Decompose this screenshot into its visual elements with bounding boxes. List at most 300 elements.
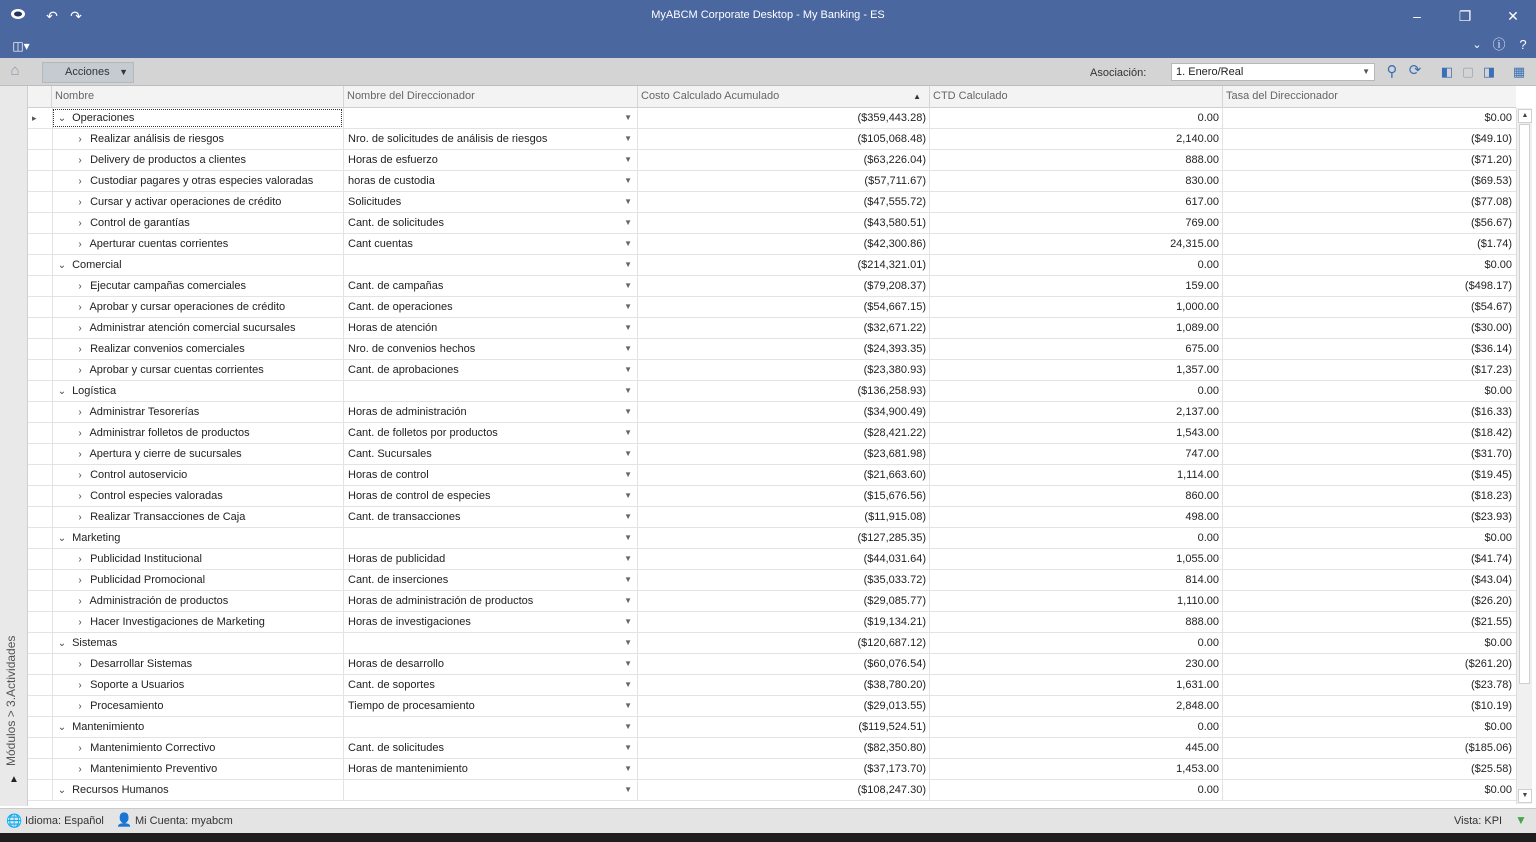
driver-text: horas de custodia	[348, 175, 435, 187]
name-cell[interactable]	[52, 255, 343, 275]
rate-cell: $0.00	[1222, 780, 1516, 800]
rate-cell: $0.00	[1222, 255, 1516, 275]
table-row[interactable]	[28, 570, 1516, 591]
globe-icon: 🌐	[6, 813, 23, 828]
select-caret-icon: ▼	[1362, 67, 1370, 76]
driver-cell[interactable]	[343, 381, 637, 401]
name-cell[interactable]	[52, 717, 343, 737]
expand-chevron-icon[interactable]: ›	[78, 491, 82, 502]
menu-bar	[0, 33, 1536, 58]
name-cell[interactable]	[52, 360, 343, 380]
cost-cell: ($21,663.60)	[637, 465, 929, 485]
rate-cell: ($23.93)	[1222, 507, 1516, 527]
table-row[interactable]	[28, 549, 1516, 570]
dropdown-caret-icon[interactable]: ▼	[624, 638, 632, 647]
cost-cell: ($32,671.22)	[637, 318, 929, 338]
driver-text: Horas de esfuerzo	[348, 154, 438, 166]
table-row[interactable]	[28, 465, 1516, 486]
name-cell[interactable]	[52, 339, 343, 359]
name-cell[interactable]	[52, 486, 343, 506]
name-cell[interactable]	[52, 549, 343, 569]
name-cell[interactable]	[52, 675, 343, 695]
ctd-cell: 2,137.00	[929, 402, 1222, 422]
table-row[interactable]	[28, 612, 1516, 633]
scroll-down-icon[interactable]: ▼	[1518, 789, 1532, 803]
ctd-cell: 769.00	[929, 213, 1222, 233]
rate-cell: ($77.08)	[1222, 192, 1516, 212]
expand-chevron-icon[interactable]: ›	[78, 554, 82, 565]
name-text: Administración de productos	[89, 595, 229, 607]
driver-cell[interactable]	[343, 171, 637, 191]
dropdown-caret-icon[interactable]: ▼	[624, 344, 632, 353]
dropdown-caret-icon[interactable]: ▼	[624, 176, 632, 185]
table-row[interactable]	[28, 213, 1516, 234]
driver-text: Nro. de solicitudes de análisis de riesgos	[348, 133, 548, 145]
driver-text: Horas de administración	[348, 406, 467, 418]
minimize-icon[interactable]: –	[1413, 8, 1421, 24]
name-cell[interactable]	[52, 444, 343, 464]
name-text: Logística	[72, 385, 117, 397]
cost-cell: ($127,285.35)	[637, 528, 929, 548]
driver-cell[interactable]	[343, 129, 637, 149]
col-header-name[interactable]: Nombre	[51, 86, 343, 108]
name-cell[interactable]	[52, 234, 343, 254]
cost-cell: ($35,033.72)	[637, 570, 929, 590]
driver-cell[interactable]	[343, 192, 637, 212]
name-text: Comercial	[72, 259, 122, 271]
table-row[interactable]	[28, 738, 1516, 759]
panel-toggle-icon[interactable]: ◫▾	[12, 39, 30, 53]
name-cell[interactable]	[52, 528, 343, 548]
ctd-cell: 0.00	[929, 255, 1222, 275]
dropdown-caret-icon[interactable]: ▼	[624, 722, 632, 731]
driver-cell[interactable]	[343, 276, 637, 296]
rate-cell: ($43.04)	[1222, 570, 1516, 590]
name-cell[interactable]	[52, 108, 343, 128]
home-icon[interactable]: ⌂	[10, 62, 20, 79]
name-cell[interactable]	[52, 297, 343, 317]
name-cell[interactable]	[52, 654, 343, 674]
filter-icon[interactable]: ▼	[1515, 813, 1527, 827]
table-row[interactable]	[28, 759, 1516, 780]
cost-cell: ($105,068.48)	[637, 129, 929, 149]
dropdown-caret-icon[interactable]: ▼	[624, 260, 632, 269]
cost-cell: ($120,687.12)	[637, 633, 929, 653]
rate-cell: ($261.20)	[1222, 654, 1516, 674]
table-row[interactable]	[28, 444, 1516, 465]
dropdown-caret-icon[interactable]: ▼	[624, 554, 632, 563]
driver-cell[interactable]	[343, 213, 637, 233]
rate-cell: ($31.70)	[1222, 444, 1516, 464]
expand-chevron-icon[interactable]: ›	[78, 323, 82, 334]
col-header-driver[interactable]: Nombre del Direccionador	[343, 86, 637, 108]
name-cell[interactable]	[52, 150, 343, 170]
driver-text: Cant. de aprobaciones	[348, 364, 459, 376]
expand-chevron-icon[interactable]: ›	[78, 596, 82, 607]
name-text: Apertura y cierre de sucursales	[89, 448, 242, 460]
os-taskbar	[0, 833, 1536, 842]
expand-chevron-icon[interactable]: ›	[78, 764, 82, 775]
dropdown-caret-icon[interactable]: ▼	[624, 218, 632, 227]
driver-cell[interactable]	[343, 549, 637, 569]
dropdown-caret-icon[interactable]: ▼	[624, 680, 632, 689]
name-text: Mantenimiento Preventivo	[90, 763, 218, 775]
association-select[interactable]	[1171, 63, 1375, 81]
cost-cell: ($42,300.86)	[637, 234, 929, 254]
name-text: Publicidad Institucional	[90, 553, 202, 565]
collapse-chevron-icon[interactable]: ⌄	[57, 722, 67, 733]
table-row[interactable]	[28, 297, 1516, 318]
driver-cell[interactable]	[343, 360, 637, 380]
sort-ascending-icon: ▲	[913, 92, 921, 101]
dropdown-caret-icon[interactable]: ▼	[624, 113, 632, 122]
expand-chevron-icon[interactable]: ›	[78, 617, 82, 628]
expand-chevron-icon[interactable]: ›	[78, 365, 82, 376]
layout-full-icon[interactable]: ▢	[1461, 64, 1475, 79]
layout-split-left-icon[interactable]: ◧	[1440, 64, 1454, 79]
name-cell[interactable]	[52, 423, 343, 443]
driver-cell[interactable]	[343, 612, 637, 632]
driver-cell[interactable]	[343, 297, 637, 317]
panel-expand-icon[interactable]: ▲	[9, 774, 19, 785]
vertical-scrollbar[interactable]	[1516, 108, 1532, 804]
name-text: Desarrollar Sistemas	[90, 658, 193, 670]
expand-chevron-icon[interactable]: ›	[78, 743, 82, 754]
rate-cell: ($30.00)	[1222, 318, 1516, 338]
driver-text: Horas de control	[348, 469, 429, 481]
actions-label: Acciones	[65, 66, 110, 78]
close-icon[interactable]: ✕	[1507, 8, 1519, 24]
cost-cell: ($136,258.93)	[637, 381, 929, 401]
name-cell[interactable]	[52, 591, 343, 611]
group-row[interactable]	[28, 255, 1516, 276]
name-cell[interactable]	[52, 129, 343, 149]
rate-cell: ($498.17)	[1222, 276, 1516, 296]
table-row[interactable]	[28, 591, 1516, 612]
collapse-chevron-icon[interactable]: ⌄	[57, 638, 67, 649]
driver-cell[interactable]	[343, 465, 637, 485]
expand-chevron-icon[interactable]: ›	[78, 575, 82, 586]
col-header-cost-label: Costo Calculado Acumulado	[641, 90, 780, 102]
rate-cell: $0.00	[1222, 381, 1516, 401]
collapse-chevron-icon[interactable]: ⌄	[57, 113, 67, 124]
driver-text: Cant cuentas	[348, 238, 413, 250]
driver-cell[interactable]	[343, 759, 637, 779]
table-row[interactable]	[28, 150, 1516, 171]
dropdown-caret-icon[interactable]: ▼	[624, 596, 632, 605]
driver-cell[interactable]	[343, 486, 637, 506]
help-icon[interactable]: ?	[1519, 37, 1527, 52]
dropdown-caret-icon[interactable]: ▼	[624, 785, 632, 794]
cost-cell: ($29,013.55)	[637, 696, 929, 716]
name-text: Custodiar pagares y otras especies valoradas	[90, 175, 314, 187]
table-row[interactable]	[28, 192, 1516, 213]
cost-cell: ($24,393.35)	[637, 339, 929, 359]
expand-chevron-icon[interactable]: ›	[78, 407, 82, 418]
name-cell[interactable]	[52, 780, 343, 800]
name-cell[interactable]	[52, 612, 343, 632]
expand-chevron-icon[interactable]: ›	[78, 428, 82, 439]
rate-cell: ($185.06)	[1222, 738, 1516, 758]
dropdown-caret-icon[interactable]: ▼	[624, 533, 632, 542]
language-status[interactable]: Idioma: Español	[25, 815, 104, 827]
cost-cell: ($214,321.01)	[637, 255, 929, 275]
redo-icon[interactable]: ↷	[70, 8, 82, 24]
table-row[interactable]	[28, 339, 1516, 360]
cost-cell: ($82,350.80)	[637, 738, 929, 758]
restore-icon[interactable]: ❐	[1458, 8, 1472, 24]
driver-text: Horas de control de especies	[348, 490, 491, 502]
expand-chevron-icon[interactable]: ›	[78, 470, 82, 481]
group-row[interactable]	[28, 381, 1516, 402]
dropdown-caret-icon[interactable]: ▼	[624, 617, 632, 626]
table-row[interactable]	[28, 402, 1516, 423]
expand-chevron-icon[interactable]: ›	[78, 344, 82, 355]
name-cell[interactable]	[52, 759, 343, 779]
table-row[interactable]	[28, 234, 1516, 255]
group-row[interactable]	[28, 528, 1516, 549]
ctd-cell: 2,848.00	[929, 696, 1222, 716]
table-row[interactable]	[28, 318, 1516, 339]
expand-chevron-icon[interactable]: ›	[78, 449, 82, 460]
dropdown-caret-icon[interactable]: ▼	[624, 701, 632, 710]
col-header-cost[interactable]	[637, 86, 929, 108]
name-cell[interactable]	[52, 318, 343, 338]
dropdown-caret-icon[interactable]: ▼	[624, 155, 632, 164]
name-text: Cursar y activar operaciones de crédito	[90, 196, 282, 208]
account-status[interactable]: Mi Cuenta: myabcm	[135, 815, 233, 827]
name-cell[interactable]	[52, 570, 343, 590]
cost-cell: ($63,226.04)	[637, 150, 929, 170]
undo-icon[interactable]: ↶	[46, 8, 58, 24]
driver-text: Horas de administración de productos	[348, 595, 534, 607]
name-text: Operaciones	[72, 112, 135, 124]
table-row[interactable]	[28, 654, 1516, 675]
driver-cell[interactable]	[343, 780, 637, 800]
cost-cell: ($119,524.51)	[637, 717, 929, 737]
name-text: Realizar análisis de riesgos	[90, 133, 224, 145]
grid-view-icon[interactable]: ▦	[1512, 64, 1526, 79]
rate-cell: ($1.74)	[1222, 234, 1516, 254]
expand-chevron-icon[interactable]: ›	[78, 239, 82, 250]
name-cell[interactable]	[52, 465, 343, 485]
table-row[interactable]	[28, 486, 1516, 507]
collapse-chevron-icon[interactable]: ⌄	[57, 260, 67, 271]
refresh-icon[interactable]: ⟳	[1408, 62, 1422, 79]
driver-cell[interactable]	[343, 108, 637, 128]
col-header-rate[interactable]: Tasa del Direccionador	[1222, 86, 1516, 108]
expand-chevron-icon[interactable]: ›	[78, 701, 82, 712]
ctd-cell: 1,089.00	[929, 318, 1222, 338]
expand-chevron-icon[interactable]: ›	[78, 134, 82, 145]
modules-side-panel[interactable]	[0, 86, 28, 806]
ctd-cell: 0.00	[929, 633, 1222, 653]
collapse-chevron-icon[interactable]: ⌄	[57, 386, 67, 397]
current-row-indicator-icon: ▸	[32, 113, 37, 123]
expand-chevron-icon[interactable]: ›	[78, 281, 82, 292]
ctd-cell: 0.00	[929, 381, 1222, 401]
ctd-cell: 498.00	[929, 507, 1222, 527]
name-text: Ejecutar campañas comerciales	[90, 280, 246, 292]
driver-text: Cant. de solicitudes	[348, 217, 444, 229]
ctd-cell: 0.00	[929, 780, 1222, 800]
dropdown-caret-icon[interactable]: ▼	[624, 449, 632, 458]
driver-text: Solicitudes	[348, 196, 402, 208]
expand-chevron-icon[interactable]: ›	[78, 680, 82, 691]
view-status[interactable]: Vista: KPI	[1454, 815, 1503, 827]
scroll-up-icon[interactable]: ▲	[1518, 109, 1532, 123]
dropdown-caret-icon[interactable]: ▼	[624, 743, 632, 752]
dropdown-caret-icon[interactable]: ▼	[624, 428, 632, 437]
group-row[interactable]	[28, 633, 1516, 654]
driver-cell[interactable]	[343, 402, 637, 422]
expand-chevron-icon[interactable]: ›	[78, 197, 82, 208]
driver-cell[interactable]	[343, 339, 637, 359]
driver-text: Cant. de folletos por productos	[348, 427, 498, 439]
driver-cell[interactable]	[343, 444, 637, 464]
activities-grid	[28, 86, 1516, 804]
cost-cell: ($359,443.28)	[637, 108, 929, 128]
driver-cell[interactable]	[343, 717, 637, 737]
driver-text: Horas de publicidad	[348, 553, 446, 565]
group-row[interactable]	[28, 780, 1516, 801]
name-cell[interactable]	[52, 633, 343, 653]
group-row[interactable]	[28, 717, 1516, 738]
cost-cell: ($79,208.37)	[637, 276, 929, 296]
collapse-chevron-icon[interactable]: ⌄	[57, 785, 67, 796]
cost-cell: ($23,380.93)	[637, 360, 929, 380]
name-cell[interactable]	[52, 171, 343, 191]
driver-cell[interactable]	[343, 738, 637, 758]
info-icon[interactable]: ⓘ	[1492, 37, 1506, 52]
name-cell[interactable]	[52, 402, 343, 422]
dropdown-caret-icon[interactable]: ▼	[624, 197, 632, 206]
driver-cell[interactable]	[343, 696, 637, 716]
group-row[interactable]	[28, 108, 1516, 129]
driver-cell[interactable]	[343, 255, 637, 275]
association-label: Asociación:	[1090, 67, 1147, 79]
dropdown-caret-icon[interactable]: ▼	[624, 323, 632, 332]
name-cell[interactable]	[52, 381, 343, 401]
ctd-cell: 0.00	[929, 528, 1222, 548]
name-text: Soporte a Usuarios	[90, 679, 185, 691]
cost-cell: ($108,247.30)	[637, 780, 929, 800]
name-cell[interactable]	[52, 192, 343, 212]
driver-cell[interactable]	[343, 675, 637, 695]
chevron-down-icon[interactable]: ⌄	[1472, 39, 1482, 51]
name-text: Administrar Tesorerías	[89, 406, 200, 418]
rate-cell: $0.00	[1222, 717, 1516, 737]
layout-split-right-icon[interactable]: ◨	[1482, 64, 1496, 79]
driver-cell[interactable]	[343, 591, 637, 611]
collapse-chevron-icon[interactable]: ⌄	[57, 533, 67, 544]
search-icon[interactable]: ⚲	[1386, 63, 1398, 80]
rate-cell: ($21.55)	[1222, 612, 1516, 632]
driver-cell[interactable]	[343, 570, 637, 590]
actions-dropdown[interactable]	[42, 62, 134, 83]
driver-cell[interactable]	[343, 507, 637, 527]
expand-chevron-icon[interactable]: ›	[78, 176, 82, 187]
modules-breadcrumb[interactable]: Módulos > 3.Actividades	[4, 635, 18, 766]
grid-body	[28, 108, 1516, 801]
name-cell[interactable]	[52, 507, 343, 527]
table-row[interactable]	[28, 675, 1516, 696]
dropdown-caret-icon[interactable]: ▼	[624, 239, 632, 248]
driver-cell[interactable]	[343, 318, 637, 338]
name-cell[interactable]	[52, 738, 343, 758]
rate-cell: ($17.23)	[1222, 360, 1516, 380]
dropdown-caret-icon[interactable]: ▼	[624, 134, 632, 143]
rate-cell: ($23.78)	[1222, 675, 1516, 695]
table-row[interactable]	[28, 360, 1516, 381]
scroll-thumb[interactable]	[1519, 124, 1530, 684]
dropdown-caret-icon[interactable]: ▼	[624, 281, 632, 290]
driver-cell[interactable]	[343, 654, 637, 674]
dropdown-caret-icon[interactable]: ▼	[624, 659, 632, 668]
cost-cell: ($28,421.22)	[637, 423, 929, 443]
name-text: Administrar atención comercial sucursales	[89, 322, 296, 334]
driver-cell[interactable]	[343, 528, 637, 548]
dropdown-caret-icon[interactable]: ▼	[624, 491, 632, 500]
name-text: Aprobar y cursar operaciones de crédito	[89, 301, 286, 313]
dropdown-caret-icon[interactable]: ▼	[624, 512, 632, 521]
driver-cell[interactable]	[343, 633, 637, 653]
ctd-cell: 814.00	[929, 570, 1222, 590]
dropdown-caret-icon[interactable]: ▼	[624, 302, 632, 311]
expand-chevron-icon[interactable]: ›	[78, 302, 82, 313]
name-text: Marketing	[72, 532, 121, 544]
name-text: Publicidad Promocional	[90, 574, 206, 586]
cost-cell: ($54,667.15)	[637, 297, 929, 317]
col-header-ctd[interactable]: CTD Calculado	[929, 86, 1222, 108]
table-row[interactable]	[28, 129, 1516, 150]
table-row[interactable]	[28, 696, 1516, 717]
name-cell[interactable]	[52, 213, 343, 233]
driver-cell[interactable]	[343, 234, 637, 254]
ctd-cell: 230.00	[929, 654, 1222, 674]
expand-chevron-icon[interactable]: ›	[78, 659, 82, 670]
table-row[interactable]	[28, 276, 1516, 297]
rate-cell: ($49.10)	[1222, 129, 1516, 149]
expand-chevron-icon[interactable]: ›	[78, 512, 82, 523]
ctd-cell: 1,631.00	[929, 675, 1222, 695]
ctd-cell: 1,357.00	[929, 360, 1222, 380]
ctd-cell: 1,000.00	[929, 297, 1222, 317]
expand-chevron-icon[interactable]: ›	[78, 155, 82, 166]
name-text: Control de garantías	[90, 217, 190, 229]
rate-cell: ($69.53)	[1222, 171, 1516, 191]
table-row[interactable]	[28, 423, 1516, 444]
dropdown-caret-icon[interactable]: ▼	[624, 386, 632, 395]
dropdown-caret-icon[interactable]: ▼	[624, 764, 632, 773]
dropdown-caret-icon[interactable]: ▼	[624, 575, 632, 584]
dropdown-caret-icon[interactable]: ▼	[624, 407, 632, 416]
driver-cell[interactable]	[343, 423, 637, 443]
ctd-cell: 617.00	[929, 192, 1222, 212]
driver-text: Cant. de inserciones	[348, 574, 449, 586]
name-text: Aprobar y cursar cuentas corrientes	[89, 364, 264, 376]
name-cell[interactable]	[52, 276, 343, 296]
dropdown-caret-icon[interactable]: ▼	[624, 470, 632, 479]
driver-cell[interactable]	[343, 150, 637, 170]
ctd-cell: 1,110.00	[929, 591, 1222, 611]
dropdown-caret-icon[interactable]: ▼	[624, 365, 632, 374]
table-row[interactable]	[28, 507, 1516, 528]
expand-chevron-icon[interactable]: ›	[78, 218, 82, 229]
table-row[interactable]	[28, 171, 1516, 192]
name-cell[interactable]	[52, 696, 343, 716]
name-text: Administrar folletos de productos	[89, 427, 250, 439]
